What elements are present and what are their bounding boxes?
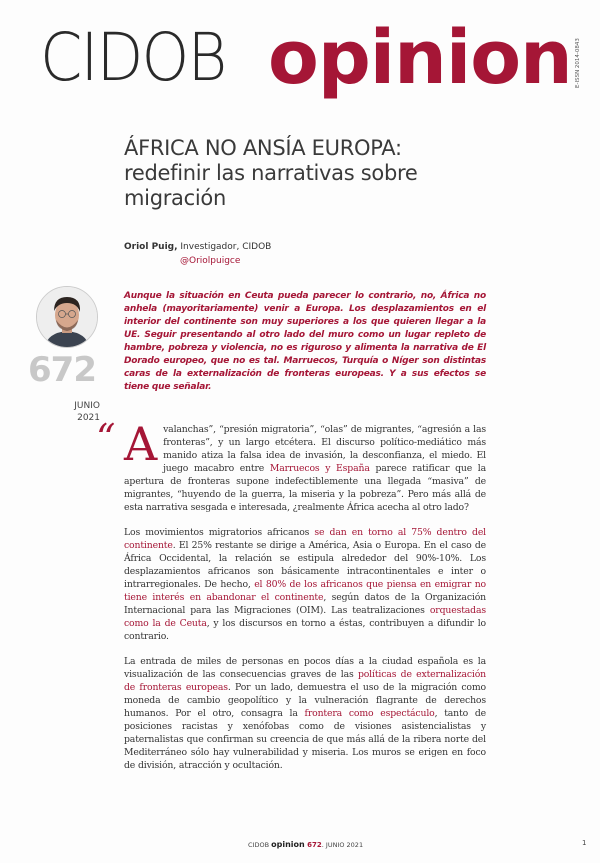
footer-date: . JUNIO 2021 <box>321 841 364 849</box>
link-75-percent[interactable]: se dan en torno al 75% dentro del continente <box>124 527 486 551</box>
text-segment: . El 25% restante se dirige a América, Asia o Europa. En el caso de África Occidental, la relación se estipula alrededor del 90%-10%. Los desplazamientos africanos son básicamente intracontinentales e inter o intrarregionales. De hecho, <box>124 540 486 590</box>
footer-number: 672 <box>304 841 322 849</box>
issue-year: 2021 <box>77 413 100 423</box>
author-photo-icon <box>36 286 98 348</box>
link-marruecos-espana[interactable]: Marruecos y España <box>269 463 370 474</box>
issue-number: 672 <box>28 350 96 390</box>
text-segment: , según datos de la Organización Internacional para las Migraciones (OIM). Las teatralizaciones <box>124 592 486 616</box>
article-title <box>124 136 484 211</box>
paragraph <box>124 417 486 514</box>
title-line: ÁFRICA NO ANSÍA EUROPA: <box>124 136 402 160</box>
article-abstract: Aunque la situación en Ceuta pueda parecer lo contrario, no, África no anhela (mayoritariamente) venir a Europa. Los desplazamientos en el interior del continente son muy superiores a los que quieren llegar a la UE. Seguir presentando al otro lado del muro como un lugar repleto de hambre, pobreza y violencia, no es riguroso y alimenta la narrativa de El Dorado europeo, que no es tal. Marruecos, Turquía o Níger son distintas caras de la externalización de fronteras europeas. Y a sus efectos se tiene que señalar. <box>124 291 486 392</box>
author-byline <box>124 242 271 252</box>
text-segment: , y los discursos en torno a éstas, contribuyen a difundir lo contrario. <box>124 618 486 642</box>
text-segment: valanchas”, “presión migratoria”, “olas” de migrantes, “agresión a las fronteras”, y un largo etcétera. El discurso político-mediático más manido atiza la falsa idea de invasión, la desconfianza, el miedo. El juego macabro entre <box>163 424 486 474</box>
text-segment: La entrada de miles de personas en pocos días a la ciudad española es la visualización de las consecuencias graves de las <box>124 656 486 680</box>
text-segment: , tanto de posiciones racistas y xenófobas como de visiones asistencialistas y paternalistas que confirman su creencia de que más allá de la ribera norte del Mediterráneo sólo hay vulnerabilidad y miseria. Los muros se erigen en foco de división, atracción y ocultación. <box>124 708 487 771</box>
article-body <box>124 417 487 784</box>
link-externalizacion[interactable]: políticas de externalización de fronteras europeas <box>124 669 487 693</box>
drop-cap: A <box>124 417 158 471</box>
brand-opinion: opinion <box>268 15 572 101</box>
link-ceuta[interactable]: orquestadas como la de Ceuta <box>124 605 486 629</box>
quote-mark-icon: “ <box>96 416 116 460</box>
issue-date <box>30 400 100 424</box>
text-segment: Los movimientos migratorios africanos <box>124 527 315 538</box>
link-frontera-espectaculo[interactable]: frontera como espectáculo <box>304 708 435 719</box>
page-number: 1 <box>582 839 587 847</box>
author-role: Investigador, CIDOB <box>177 242 272 252</box>
text-segment: parece ratificar que la apertura de fronteras supone indefectiblemente una llegada “masiva” de migrantes, “huyendo de la guerra, la miseria y la pobreza”. Pero más allá de esta narrativa sesgada e interesada, ¿realmente África acecha al otro lado? <box>124 463 486 513</box>
issue-month: JUNIO <box>74 401 100 411</box>
paragraph <box>124 526 486 643</box>
author-name: Oriol Puig, <box>124 242 178 252</box>
footer-brand: CIDOB <box>248 841 272 849</box>
footer-series: opinion <box>271 840 305 849</box>
link-80-percent[interactable]: el 80% de los africanos que piensa en emigrar no tiene interés en abandonar el continente <box>124 579 486 603</box>
text-segment: . Por un lado, demuestra el uso de la migración como moneda de cambio geopolítico y la vulneración flagrante de derechos humanos. Por el otro, consagra la <box>124 682 486 719</box>
issn-label: E-ISSN 2014-0843 <box>575 38 581 88</box>
author-twitter-link[interactable]: @Oriolpuigce <box>180 256 241 266</box>
footer-citation <box>248 840 363 849</box>
title-line: migración <box>124 186 226 210</box>
paragraph <box>124 655 486 772</box>
title-line: redefinir las narrativas sobre <box>124 161 418 185</box>
brand-cidob: CIDOB <box>40 19 226 96</box>
masthead-logo <box>40 15 572 101</box>
avatar-portrait <box>37 287 97 347</box>
